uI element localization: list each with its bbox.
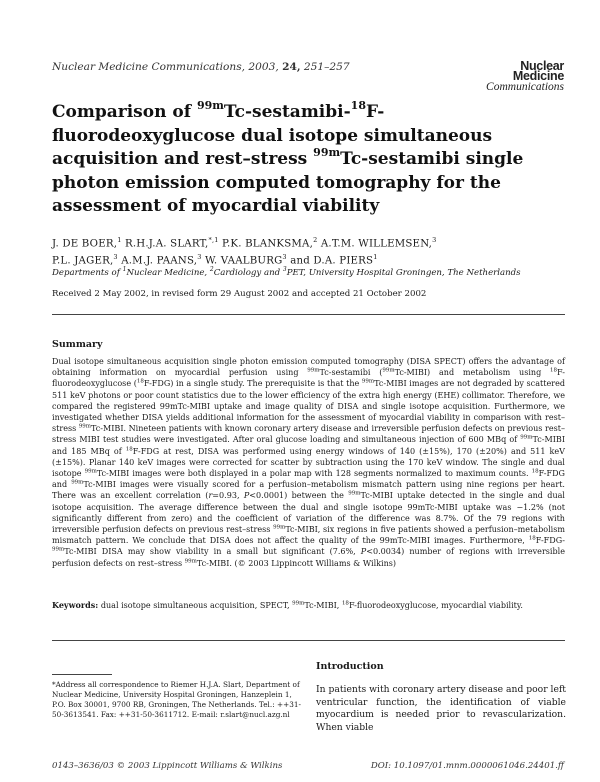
logo-line-3: Communications bbox=[486, 81, 564, 93]
affiliation-mark: 1 bbox=[122, 266, 127, 273]
journal-name: Nuclear Medicine Communications, bbox=[52, 61, 246, 73]
affiliation-mark: 2 bbox=[209, 266, 214, 273]
affiliations bbox=[52, 266, 521, 278]
author-list bbox=[52, 234, 562, 268]
divider-rule bbox=[52, 640, 565, 641]
article-title bbox=[52, 101, 562, 219]
affiliation-text: Nuclear Medicine, bbox=[126, 267, 210, 278]
author-affil-mark: 3 bbox=[432, 236, 437, 244]
author-affil-mark: *,1 bbox=[208, 236, 219, 244]
author-name: R.H.J.A. SLART, bbox=[121, 238, 209, 250]
title-superscript: 99m bbox=[313, 146, 341, 160]
title-text: Tc-sestamibi- bbox=[223, 102, 351, 122]
introduction-text: In patients with coronary artery disease and poor left ventricular function, the identification of viable myocardium is needed prior to revascularization. When viable bbox=[316, 684, 566, 733]
journal-citation bbox=[52, 61, 350, 73]
author-name: and D.A. PIERS bbox=[286, 255, 374, 267]
author-affil-mark: 2 bbox=[313, 236, 318, 244]
title-superscript: 18 bbox=[350, 99, 366, 113]
author-name: W. VAALBURG bbox=[201, 255, 283, 267]
author-affil-mark: 1 bbox=[373, 252, 378, 261]
title-text: Tc-sestamibi single photon emission computed tomography for the assessment of myocardial viability bbox=[52, 149, 524, 216]
received-dates: Received 2 May 2002, in revised form 29 August 2002 and accepted 21 October 2002 bbox=[52, 289, 427, 299]
journal-volume: 24, bbox=[282, 61, 301, 73]
logo-line-2: Medicine bbox=[512, 69, 564, 83]
title-text: F-fluorodeoxyglucose dual isotope simultaneous acquisition and rest–stress bbox=[52, 102, 493, 169]
author-name: A.T.M. WILLEMSEN, bbox=[317, 238, 433, 250]
logo-line-1: Nuclear bbox=[520, 59, 564, 73]
summary-body: Dual isotope simultaneous acquisition single photon emission computed tomography (DISA SPECT) offers the advantage of obtaining information on myocardial perfusion using $^{99m}$Tc-sestamibi ($^{99m}$Tc-MIBI) and metabolism using $^{18}$F-fluorodeoxyglucose ($^{18}$F-FDG) in a single study. The prerequisite is that the $^{99m}$Tc-MIBI images are not degraded by scattered 511 keV photons or poor count statistics due to the lower efficiency of the extra high energy (EHE) collimator. Therefore, we compared the registered 99mTc-MIBI uptake and image quality of DISA and single isotope acquisition. Furthermore, we investigated whether DISA yields additional information for the assessment of myocardial viability in comparison with rest–stress $^{99m}$Tc-MIBI. Nineteen patients with known coronary artery disease and irreversible perfusion defects on previous rest–stress MIBI test studies were investigated. After oral glucose loading and simultaneous injection of 600 MBq of $^{99m}$Tc-MIBI and 185 MBq of $^{18}$F-FDG at rest, DISA was performed using energy windows of 140 (±15%), 170 (±20%) and 511 keV (±15%). Planar 140 keV images were corrected for scatter by subtraction using the 170 keV window. The single and dual isotope $^{99m}$Tc-MIBI images were both displayed in a polar map with 128 segments normalized to maximum counts. $^{18}$F-FDG and $^{99m}$Tc-MIBI images were visually scored for a perfusion–metabolism mismatch pattern using nine regions per heart. There was an excellent correlation (r=0.93, P<0.0001) between the $^{99m}$Tc-MIBI uptake detected in the single and dual isotope acquisition. The average difference between the dual and single isotope 99mTc-MIBI uptake was −1.2% (not significantly different from zero) and the coefficient of variation of the difference was 8.7%. Of the 79 regions with irreversible perfusion defects on previous rest–stress $^{99m}$Tc-MIBI, six regions in five patients showed a perfusion–metabolism mismatch pattern. We conclude that DISA does not affect the quality of the 99mTc-MIBI images. Furthermore, $^{18}$F-FDG-$^{99m}$Tc-MIBI DISA may show viability in a small but significant (7.6%, P<0.0034) number of regions with irreversible perfusion defects on rest–stress $^{99m}$Tc-MIBI. (© 2003 Lippincott Williams & Wilkins) bbox=[52, 357, 565, 568]
affiliation-mark: 3 bbox=[282, 266, 287, 273]
journal-pages: 251–257 bbox=[303, 61, 350, 73]
author-name: A.M.J. PAANS, bbox=[117, 255, 198, 267]
introduction-heading: Introduction bbox=[316, 661, 384, 672]
affiliation-text: Departments of bbox=[52, 267, 123, 278]
summary-heading: Summary bbox=[52, 339, 103, 350]
journal-year: 2003, bbox=[248, 61, 279, 73]
copyright-line: 0143–3636/03 © 2003 Lippincott Williams & Wilkins bbox=[52, 761, 283, 771]
keywords-label: Keywords: bbox=[52, 600, 99, 610]
author-name: P.K. BLANKSMA, bbox=[218, 238, 314, 250]
author-affil-mark: 1 bbox=[117, 236, 122, 244]
divider-rule bbox=[52, 314, 565, 315]
author-affil-mark: 3 bbox=[282, 252, 287, 261]
doi-line: DOI: 10.1097/01.mnm.0000061046.24401.ff bbox=[370, 761, 564, 771]
author-affil-mark: 3 bbox=[113, 252, 118, 261]
affiliation-text: PET, University Hospital Groningen, The Netherlands bbox=[286, 267, 521, 278]
title-text: Comparison of bbox=[52, 102, 197, 122]
author-affil-mark: 3 bbox=[197, 252, 202, 261]
title-superscript: 99m bbox=[196, 99, 224, 113]
affiliation-text: Cardiology and bbox=[213, 267, 283, 278]
author-name: P.L. JAGER, bbox=[52, 255, 114, 267]
footnote-rule bbox=[52, 674, 112, 675]
keywords: Keywords: dual isotope simultaneous acquisition, SPECT, $^{99m}$Tc-MIBI, $^{18}$F-fluorodeoxyglucose, myocardial viability. bbox=[52, 600, 523, 610]
correspondence-footnote: *Address all correspondence to Riemer H.J.A. Slart, Department of Nuclear Medicine, University Hospital Groningen, Hanzeplein 1, P.O. Box 30001, 9700 RB, Groningen, The Netherlands. Tel.: ++31-50-3613541. Fax: ++31-50-3611712. E-mail: r.slart@nucl.azg.nl bbox=[52, 680, 301, 719]
author-name: J. DE BOER, bbox=[52, 238, 118, 250]
journal-logo bbox=[486, 61, 564, 92]
